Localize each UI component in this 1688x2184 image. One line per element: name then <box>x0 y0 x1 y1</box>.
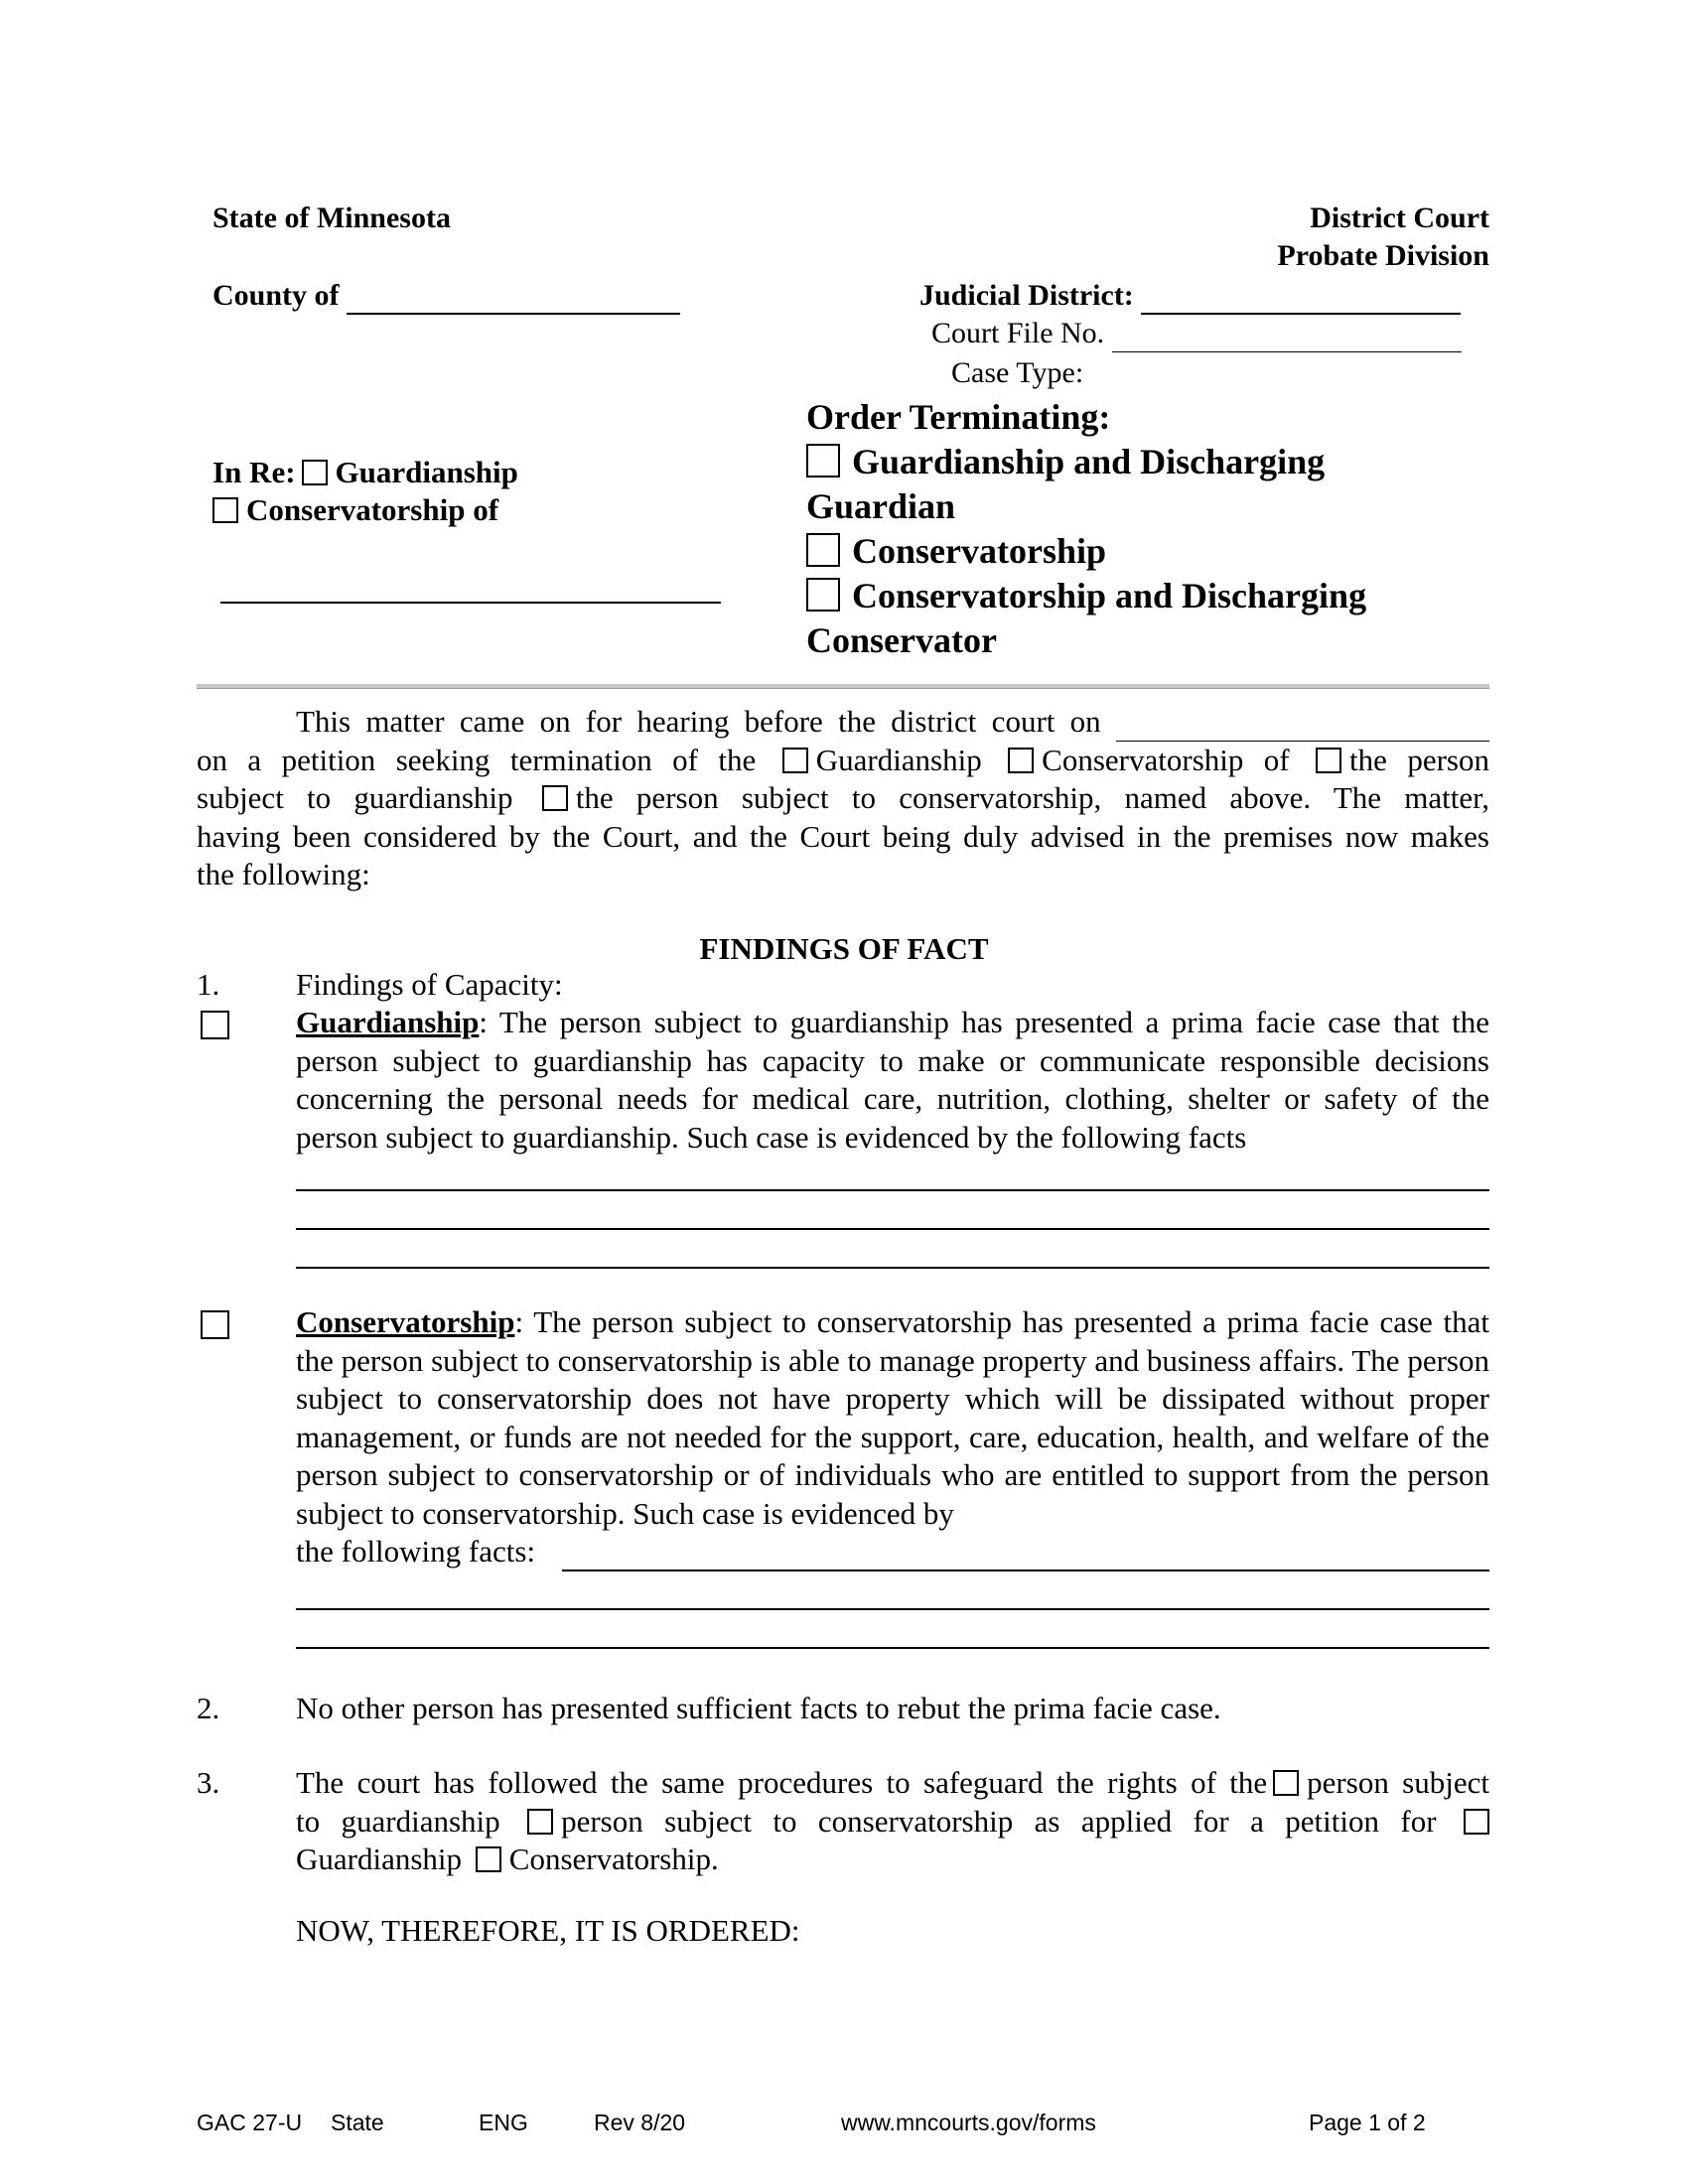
guardianship-facts-line-2[interactable] <box>296 1228 1489 1230</box>
item-2-text: No other person has presented sufficient facts to rebut the prima facie case. <box>296 1691 1221 1725</box>
item-3-d: person subject to conservatorship as applied for a petition for <box>561 1803 1437 1839</box>
hearing-date-input[interactable] <box>1116 711 1489 742</box>
conservatorship-finding-text: : The person subject to conservatorship has presented a prima facie case that the person subject to conservatorship is able to manage property and business affairs. The person subject to conservatorship does not have property which will be dissipated without proper management, or funds are not needed for the support, care, education, health, and welfare of the person subject to conservatorship or of individuals who are entitled to support from the person subject to conservatorship. Such case is evidenced by <box>296 1304 1489 1531</box>
court-name: District Court <box>1310 202 1489 234</box>
safeguard-guardianship-checkbox[interactable] <box>1273 1770 1299 1796</box>
terminate-conservatorship-discharge-checkbox[interactable] <box>806 578 840 612</box>
item-2-number: 2. <box>197 1691 220 1725</box>
item-3-c: to guardianship <box>296 1803 500 1839</box>
county-input[interactable] <box>347 283 680 315</box>
judicial-district-field <box>919 277 1461 315</box>
conservatorship-finding <box>296 1303 1489 1533</box>
guardianship-facts-line-3[interactable] <box>296 1267 1489 1269</box>
person-guardianship-checkbox[interactable] <box>1316 748 1341 773</box>
conservatorship-finding-label: Conservatorship <box>296 1304 515 1339</box>
intro-line-3a: subject to guardianship <box>197 780 513 815</box>
findings-heading: FINDINGS OF FACT <box>699 931 989 966</box>
conservatorship-facts-line-3[interactable] <box>296 1647 1489 1649</box>
intro-line-1: This matter came on for hearing before the district court on <box>296 704 1101 739</box>
title-option-3-cont: Conservator <box>806 620 997 660</box>
intro-line-2c: Conservatorship of <box>1042 742 1290 777</box>
guardianship-finding <box>296 1004 1489 1157</box>
court-file-field <box>931 315 1462 352</box>
in-re-label: In Re: <box>212 455 296 489</box>
item-1-label: Findings of Capacity: <box>296 967 563 1002</box>
applied-conservatorship-checkbox[interactable] <box>476 1846 501 1872</box>
conservatorship-checkbox[interactable] <box>212 497 238 523</box>
footer-form-id: GAC 27-U <box>197 2110 303 2135</box>
in-re-guardianship-label: Guardianship <box>335 455 518 489</box>
footer-language: ENG <box>479 2110 528 2135</box>
conservatorship-facts-tail: the following facts: <box>296 1534 536 1569</box>
guardianship-finding-label: Guardianship <box>296 1005 480 1039</box>
caption-divider <box>197 684 1489 689</box>
item-3-e: Guardianship <box>296 1842 463 1876</box>
footer-state: State <box>331 2110 384 2135</box>
capacity-guardianship-checkbox[interactable] <box>201 1011 229 1039</box>
title-option-2 <box>806 529 1106 574</box>
county-label: County of <box>212 279 340 312</box>
ordered-heading: NOW, THEREFORE, IT IS ORDERED: <box>296 1913 800 1948</box>
footer-revision: Rev 8/20 <box>594 2110 686 2135</box>
conservatorship-of-line <box>212 491 498 529</box>
item-3-number: 3. <box>197 1765 220 1800</box>
intro-line-5: the following: <box>197 857 370 891</box>
title-option-1-cont: Guardian <box>806 486 956 526</box>
intro-line-3b: the person subject to conservatorship, named above. The matter, <box>575 780 1489 815</box>
conservatorship-facts-line-2[interactable] <box>296 1608 1489 1610</box>
intro-paragraph <box>197 703 1489 894</box>
person-conservatorship-checkbox[interactable] <box>542 785 568 811</box>
safeguard-conservatorship-checkbox[interactable] <box>527 1809 553 1835</box>
capacity-conservatorship-checkbox[interactable] <box>201 1310 229 1339</box>
terminate-conservatorship-checkbox[interactable] <box>806 533 840 567</box>
county-field <box>212 277 680 315</box>
item-1-number: 1. <box>197 967 220 1002</box>
item-3-a: The court has followed the same procedures to safeguard the rights of the <box>296 1765 1268 1800</box>
title-option-1-label: Guardianship and Discharging <box>852 442 1326 481</box>
petition-conservatorship-checkbox[interactable] <box>1008 748 1034 773</box>
conservatorship-of-label: Conservatorship of <box>246 492 499 527</box>
intro-line-2a: on a petition seeking termination of the <box>197 742 757 777</box>
court-file-input[interactable] <box>1112 322 1462 352</box>
guardianship-finding-text: : The person subject to guardianship has presented a prima facie case that the person subject to guardianship has capacity to make or communicate responsible decisions concerning the personal needs for medical care, nutrition, clothing, shelter or safety of the person subject to guardianship. Such case is evidenced by the following facts <box>296 1005 1489 1155</box>
guardianship-facts-line-1[interactable] <box>296 1189 1489 1191</box>
petition-guardianship-checkbox[interactable] <box>782 748 808 773</box>
title-option-2-label: Conservatorship <box>852 531 1107 571</box>
judicial-district-label: Judicial District: <box>919 279 1134 312</box>
terminate-guardianship-checkbox[interactable] <box>806 444 840 478</box>
respondent-name-line[interactable] <box>220 602 721 604</box>
court-file-label: Court File No. <box>931 317 1105 349</box>
case-type-label: Case Type: <box>951 356 1084 389</box>
court-division: Probate Division <box>1277 239 1489 272</box>
item-3-b: person subject <box>1307 1765 1489 1800</box>
footer-url[interactable]: www.mncourts.gov/forms <box>841 2110 1096 2135</box>
order-title: Order Terminating: <box>806 397 1111 437</box>
title-option-3 <box>806 574 1366 618</box>
item-3-f: Conservatorship. <box>508 1842 719 1876</box>
applied-guardianship-checkbox[interactable] <box>1464 1809 1489 1835</box>
item-3-text <box>296 1764 1489 1879</box>
conservatorship-facts-line-1[interactable] <box>562 1570 1489 1571</box>
intro-line-2d: the person <box>1349 742 1489 777</box>
footer-page: Page 1 of 2 <box>1309 2110 1426 2135</box>
in-re-line <box>212 454 518 491</box>
state-name: State of Minnesota <box>212 202 451 234</box>
judicial-district-input[interactable] <box>1141 283 1461 315</box>
title-option-1 <box>806 440 1325 484</box>
intro-line-4: having been considered by the Court, and the Court being duly advised in the premises now makes <box>197 818 1489 854</box>
intro-line-2b: Guardianship <box>815 742 982 777</box>
guardianship-checkbox[interactable] <box>302 460 328 485</box>
title-option-3-label: Conservatorship and Discharging <box>852 576 1367 615</box>
